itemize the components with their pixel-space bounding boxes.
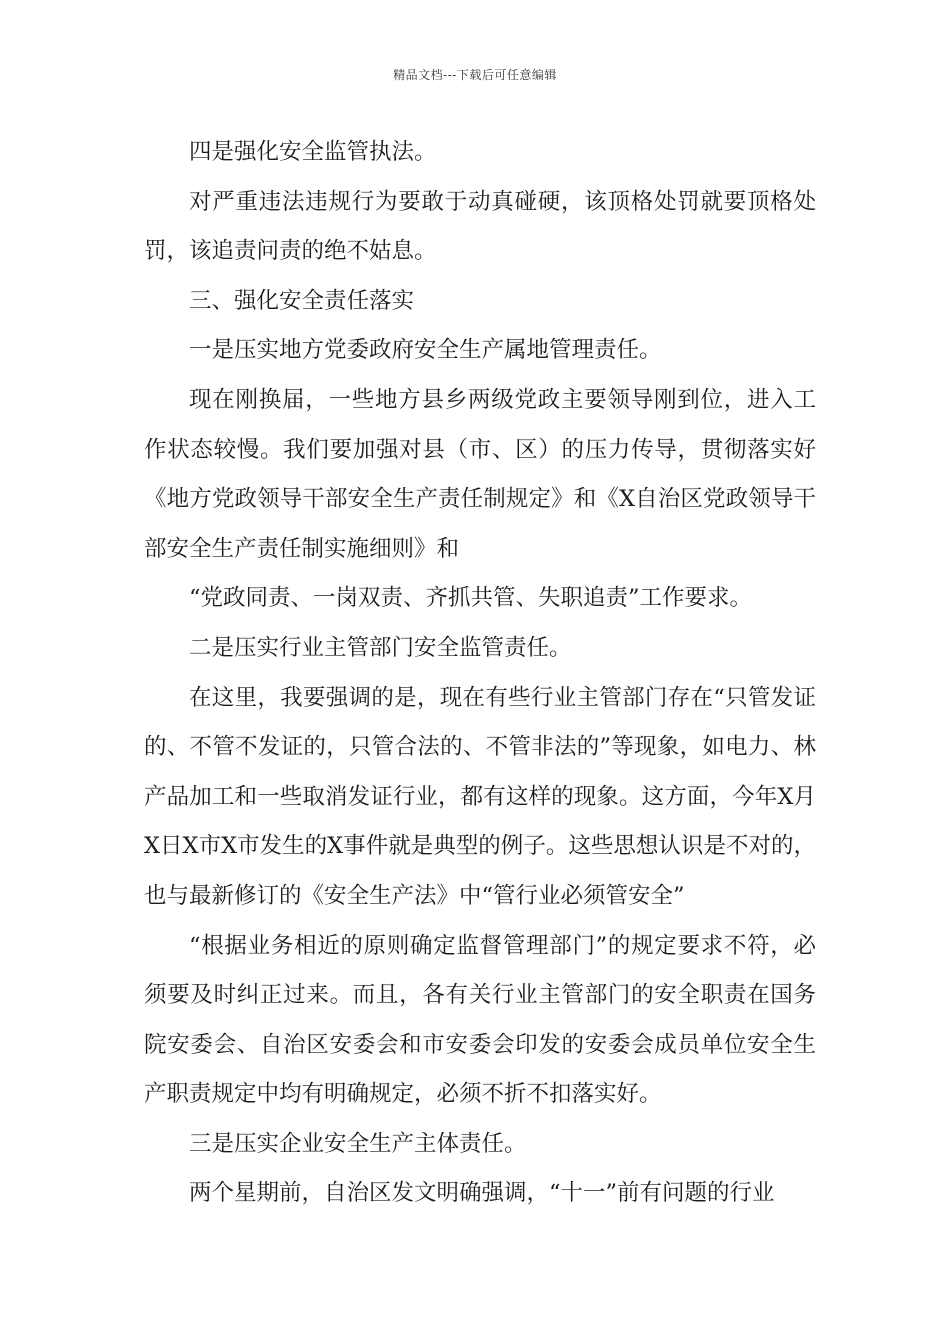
- paragraph: 二是压实行业主管部门安全监管责任。: [189, 634, 572, 661]
- paragraph: 在这里，我要强调的是，现在有些行业主管部门存在“只管发证的、不管不发证的，只管合法的、不管非法的”等现象，如电力、林产品加工和一些取消发证行业，都有这样的现象。这方面，今年X月X日X市X市发生的X事件就是典型的例子。这些思想认识是不对的，也与最新修订的《安全生产法》中“管行业必须管安全”: [144, 684, 816, 909]
- paragraph: 一是压实地方党委政府安全生产属地管理责任。: [189, 337, 662, 364]
- paragraph: “党政同责、一岗双责、齐抓共管、失职追责”工作要求。: [189, 585, 753, 612]
- paragraph: 现在刚换届，一些地方县乡两级党政主要领导刚到位，进入工作状态较慢。我们要加强对县（市、区）的压力传导，贯彻落实好《地方党政领导干部安全生产责任制规定》和《X自治区党政领导干部安全生产责任制实施细则》和: [144, 386, 816, 562]
- document-body: [144, 128, 816, 1219]
- paragraph: 四是强化安全监管执法。: [189, 139, 437, 165]
- section-heading: 三、强化安全责任落实: [189, 287, 415, 314]
- paragraph: 对严重违法违规行为要敢于动真碰硬，该顶格处罚就要顶格处罚，该追责问责的绝不姑息。: [144, 188, 816, 265]
- paragraph: “根据业务相近的原则确定监督管理部门”的规定要求不符，必须要及时纠正过来。而且，各有关行业主管部门的安全职责在国务院安委会、自治区安委会和市安委会印发的安委会成员单位安全生产职责规定中均有明确规定，必须不折不扣落实好。: [144, 932, 816, 1108]
- paragraph: 三是压实企业安全生产主体责任。: [189, 1130, 527, 1157]
- page-header: 精品文档---下载后可任意编辑: [393, 68, 557, 82]
- paragraph: 两个星期前，自治区发文明确强调，“十一”前有问题的行业: [189, 1180, 775, 1207]
